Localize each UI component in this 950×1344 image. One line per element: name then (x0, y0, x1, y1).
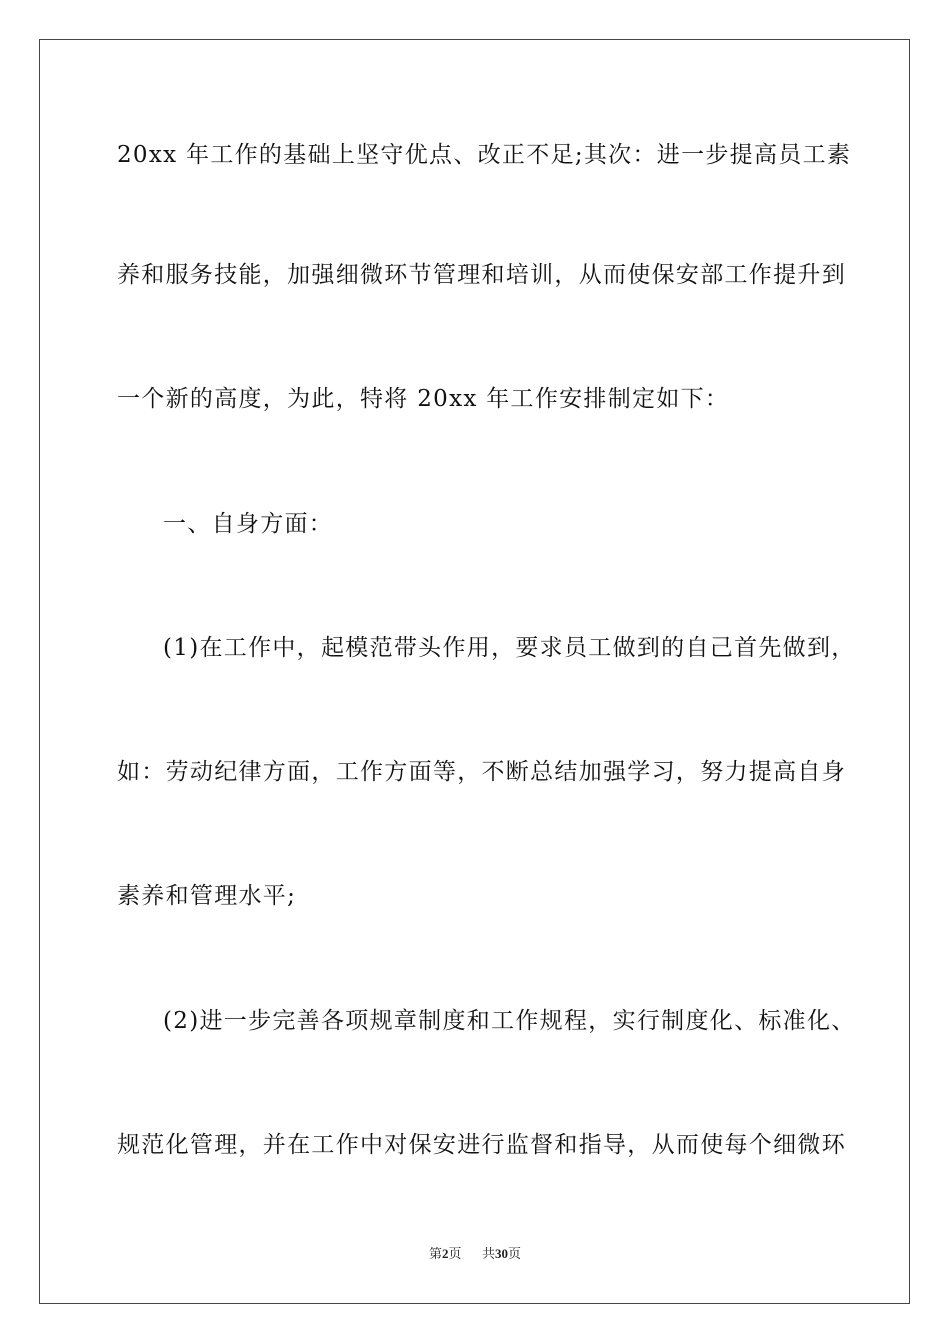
page-total (482, 1246, 521, 1261)
page-footer (0, 1246, 950, 1262)
page-prefix: 第 (428, 1246, 442, 1261)
paragraph-line-5: (1)在工作中，起模范带头作用，要求员工做到的自己首先做到， (163, 635, 856, 661)
section-heading: 一、自身方面： (163, 511, 334, 537)
paragraph-line-7: 素养和管理水平; (117, 883, 297, 909)
page-number (429, 1246, 465, 1261)
total-pages: 30 (495, 1246, 509, 1261)
total-suffix: 页 (508, 1246, 522, 1261)
total-prefix: 共 (482, 1246, 496, 1261)
paragraph-line-1: 20xx 年工作的基础上坚守优点、改正不足;其次：进一步提高员工素 (117, 142, 852, 168)
page-border (39, 39, 910, 1304)
current-page: 2 (441, 1246, 449, 1261)
paragraph-line-6: 如：劳动纪律方面，工作方面等，不断总结加强学习，努力提高自身 (117, 759, 846, 785)
paragraph-line-9: 规范化管理，并在工作中对保安进行监督和指导，从而使每个细微环 (117, 1132, 846, 1158)
paragraph-line-2: 养和服务技能，加强细微环节管理和培训，从而使保安部工作提升到 (117, 262, 846, 288)
paragraph-line-3: 一个新的高度，为此，特将 20xx 年工作安排制定如下： (117, 386, 730, 412)
page-suffix: 页 (448, 1246, 462, 1261)
paragraph-line-8: (2)进一步完善各项规章制度和工作规程，实行制度化、标准化、 (163, 1008, 856, 1034)
